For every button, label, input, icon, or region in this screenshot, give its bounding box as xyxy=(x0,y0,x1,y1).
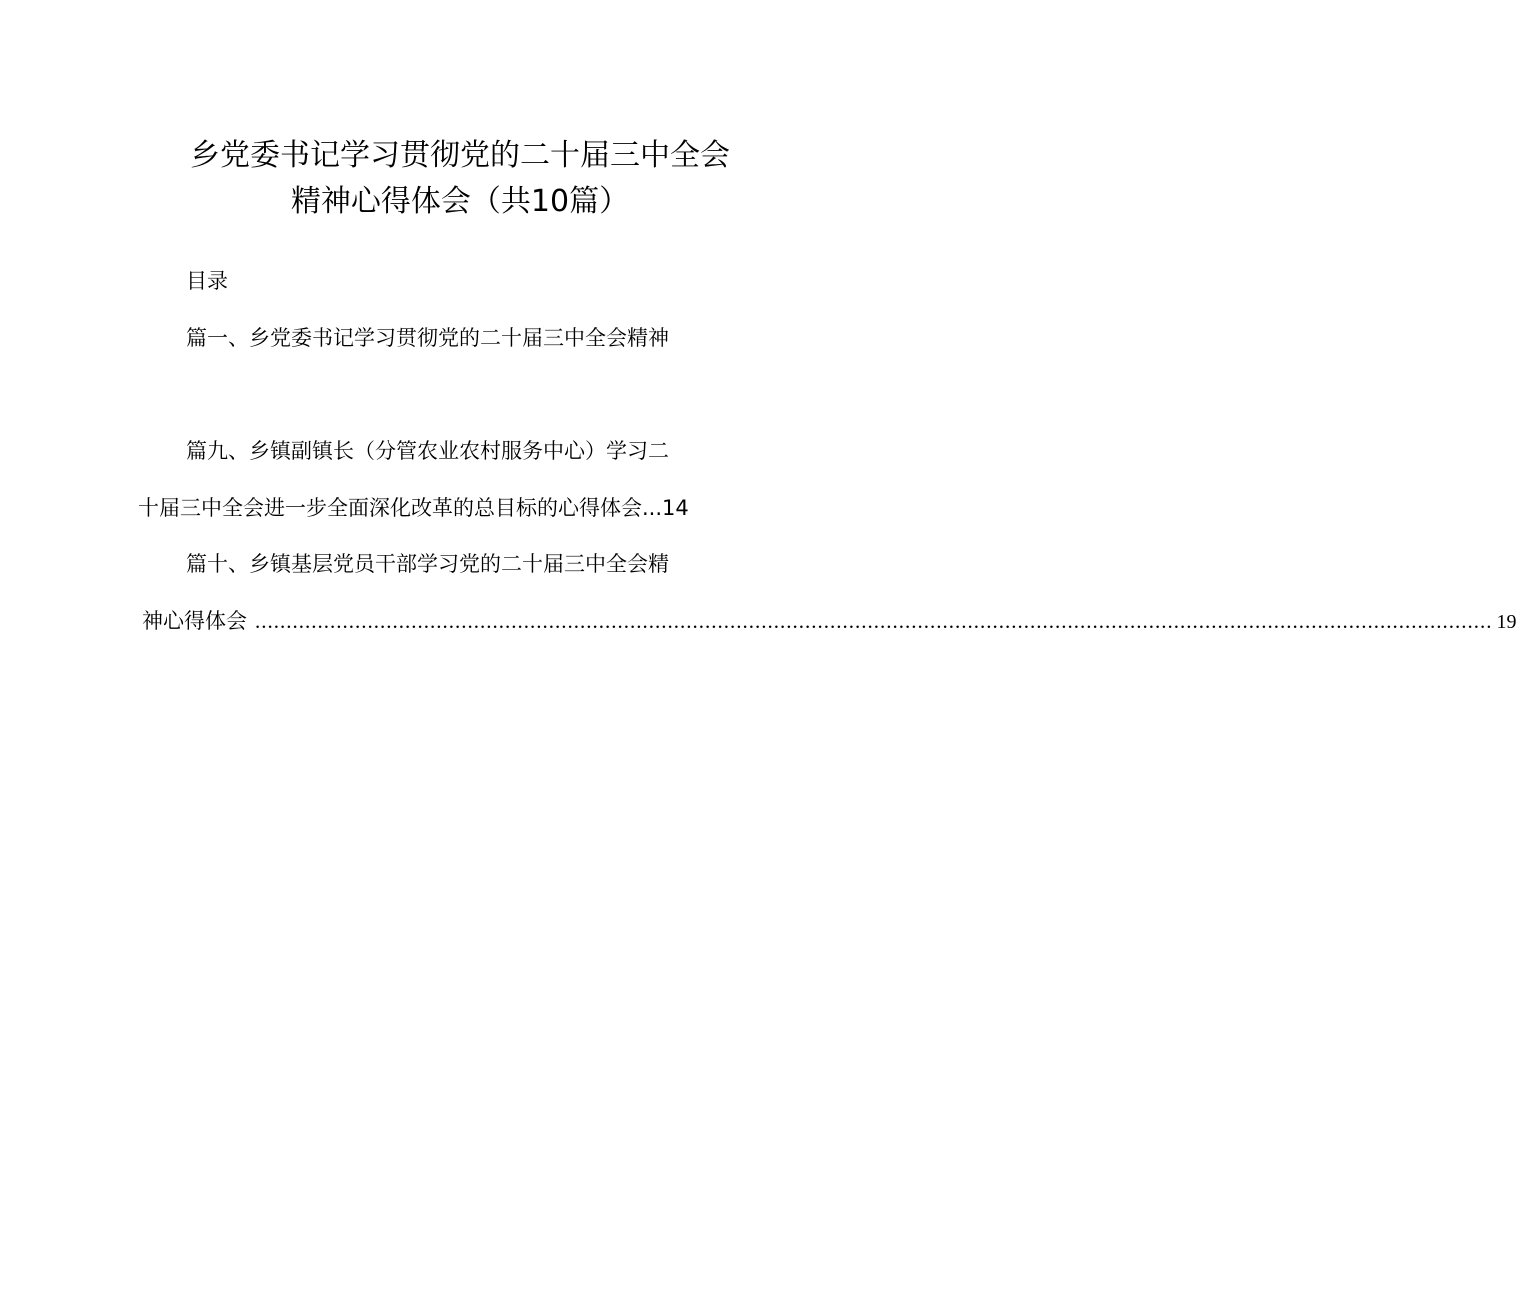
document-title-line-2: 精神心得体会（共10篇） xyxy=(290,184,630,219)
toc-page-number: 19 xyxy=(1496,611,1517,633)
toc-entry-10-line-1[interactable]: 篇十、乡镇基层党员干部学习党的二十届三中全会精 xyxy=(186,552,669,576)
toc-entry-10-line-2[interactable] xyxy=(142,606,1517,637)
toc-entry-1[interactable]: 篇一、乡党委书记学习贯彻党的二十届三中全会精神 xyxy=(186,326,669,350)
toc-leader-dots: ...................................................................................................................................................................................................... xyxy=(255,609,1493,633)
toc-entry-10-text: 神心得体会 xyxy=(142,609,247,633)
toc-entry-9-line-1[interactable]: 篇九、乡镇副镇长（分管农业农村服务中心）学习二 xyxy=(186,439,669,463)
document-title-line-1: 乡党委书记学习贯彻党的二十届三中全会 xyxy=(190,138,730,173)
toc-entry-9-line-2[interactable]: 十届三中全会进一步全面深化改革的总目标的心得体会...14 xyxy=(138,496,689,520)
toc-heading: 目录 xyxy=(186,269,228,293)
